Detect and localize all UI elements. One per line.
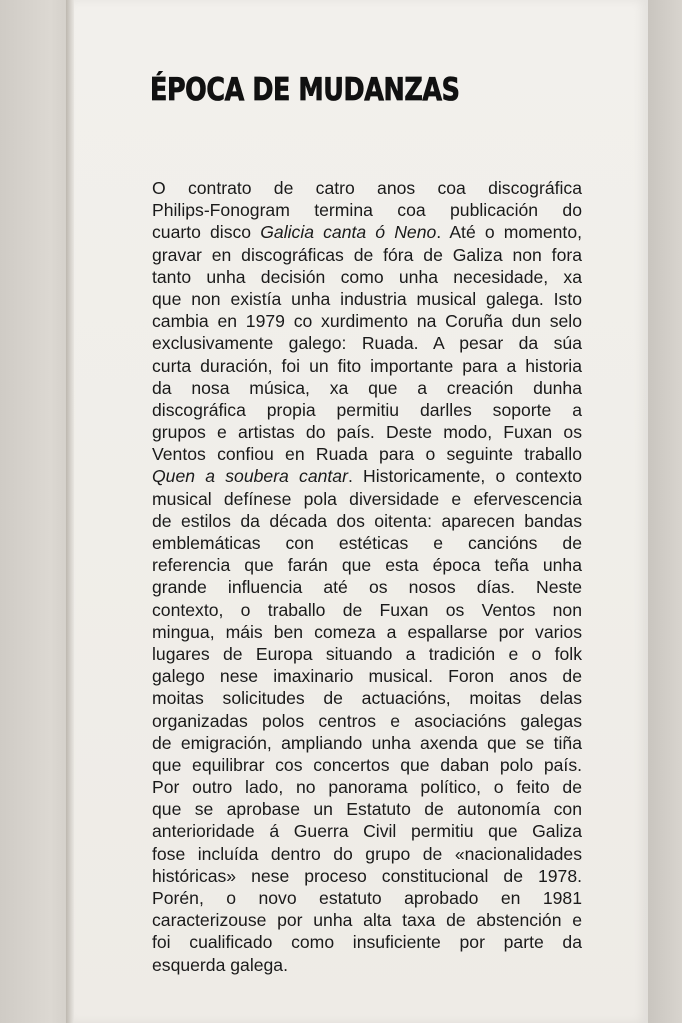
text-line: Philips-Fonogram termina coa publicación do xyxy=(152,200,582,221)
background-wall-right xyxy=(648,0,682,1023)
italic-title: Quen a soubera cantar xyxy=(152,466,348,487)
text-line: musical defínese pola diversidade e efervescencia xyxy=(152,488,582,509)
text-line xyxy=(152,465,582,487)
text-line: Por outro lado, no panorama político, o feito de xyxy=(152,777,582,798)
text-line: emblemáticas con estéticas e cancións de xyxy=(152,533,582,553)
text-line: curta duración, foi un fito importante para a historia xyxy=(152,355,582,376)
text-line: grupos e artistas do país. Deste modo, Fuxan os xyxy=(152,422,582,443)
text-line: fose incluída dentro do grupo de «nacionalidades xyxy=(152,843,582,864)
text-line: tanto unha decisión como unha necesidade, xa xyxy=(152,266,582,287)
text-line: cambia en 1979 co xurdimento na Coruña dun selo xyxy=(152,311,582,332)
text-line: O contrato de catro anos coa discográfica xyxy=(152,178,582,198)
text-line: caracterizouse por unha alta taxa de abstención e xyxy=(152,910,582,931)
text-line xyxy=(152,221,582,243)
text-line: que non existía unha industria musical galega. Isto xyxy=(152,288,582,309)
text-line: organizadas polos centros e asociacións galegas xyxy=(152,710,582,731)
text-line: que equilibrar cos concertos que daban polo país. xyxy=(152,754,582,775)
text-line: Porén, o novo estatuto aprobado en 1981 xyxy=(152,888,582,908)
text-segment: . Historicamente, o contexto xyxy=(347,466,582,487)
text-line: esquerda galega. xyxy=(152,954,288,975)
text-line: contexto, o traballo de Fuxan os Ventos non xyxy=(152,599,582,620)
text-line: históricas» nese proceso constitucional de 1978. xyxy=(152,865,582,886)
italic-title: Galicia canta ó Neno xyxy=(260,222,437,243)
text-line: que se aprobase un Estatuto de autonomía con xyxy=(152,799,582,820)
text-line: da nosa música, xa que a creación dunha xyxy=(152,377,582,398)
text-line: mingua, máis ben comeza a espallarse por varios xyxy=(152,621,582,642)
text-line: Ventos confiou en Ruada para o seguinte traballo xyxy=(152,444,582,465)
panel-body-text xyxy=(152,177,582,976)
text-line: referencia que farán que esta época teña unha xyxy=(152,555,582,576)
text-line: exclusivamente galego: Ruada. A pesar da súa xyxy=(152,333,582,354)
text-line: de emigración, ampliando unha axenda que se tiña xyxy=(152,732,582,753)
text-line: lugares de Europa situando a tradición e o folk xyxy=(152,643,582,664)
text-line: de estilos da década dos oitenta: aparecen bandas xyxy=(152,510,582,531)
text-line: anterioridade á Guerra Civil permitiu que Galiza xyxy=(152,821,582,842)
background-wall-left xyxy=(0,0,72,1023)
text-line: grande influencia até os nosos días. Neste xyxy=(152,577,582,598)
panel-title: ÉPOCA DE MUDANZAS xyxy=(150,72,460,108)
text-line: moitas solicitudes de actuacións, moitas delas xyxy=(152,688,582,709)
text-segment: . Até o momento, xyxy=(436,222,582,243)
text-line: discográfica propia permitiu darlles soporte a xyxy=(152,399,582,420)
text-line: gravar en discográficas de fóra de Galiza non fora xyxy=(152,244,582,265)
text-line: foi cualificado como insuficiente por parte da xyxy=(152,932,582,953)
text-segment: cuarto disco xyxy=(152,222,261,243)
panel-edge xyxy=(66,0,74,1023)
text-line: galego nese imaxinario musical. Foron anos de xyxy=(152,666,582,687)
